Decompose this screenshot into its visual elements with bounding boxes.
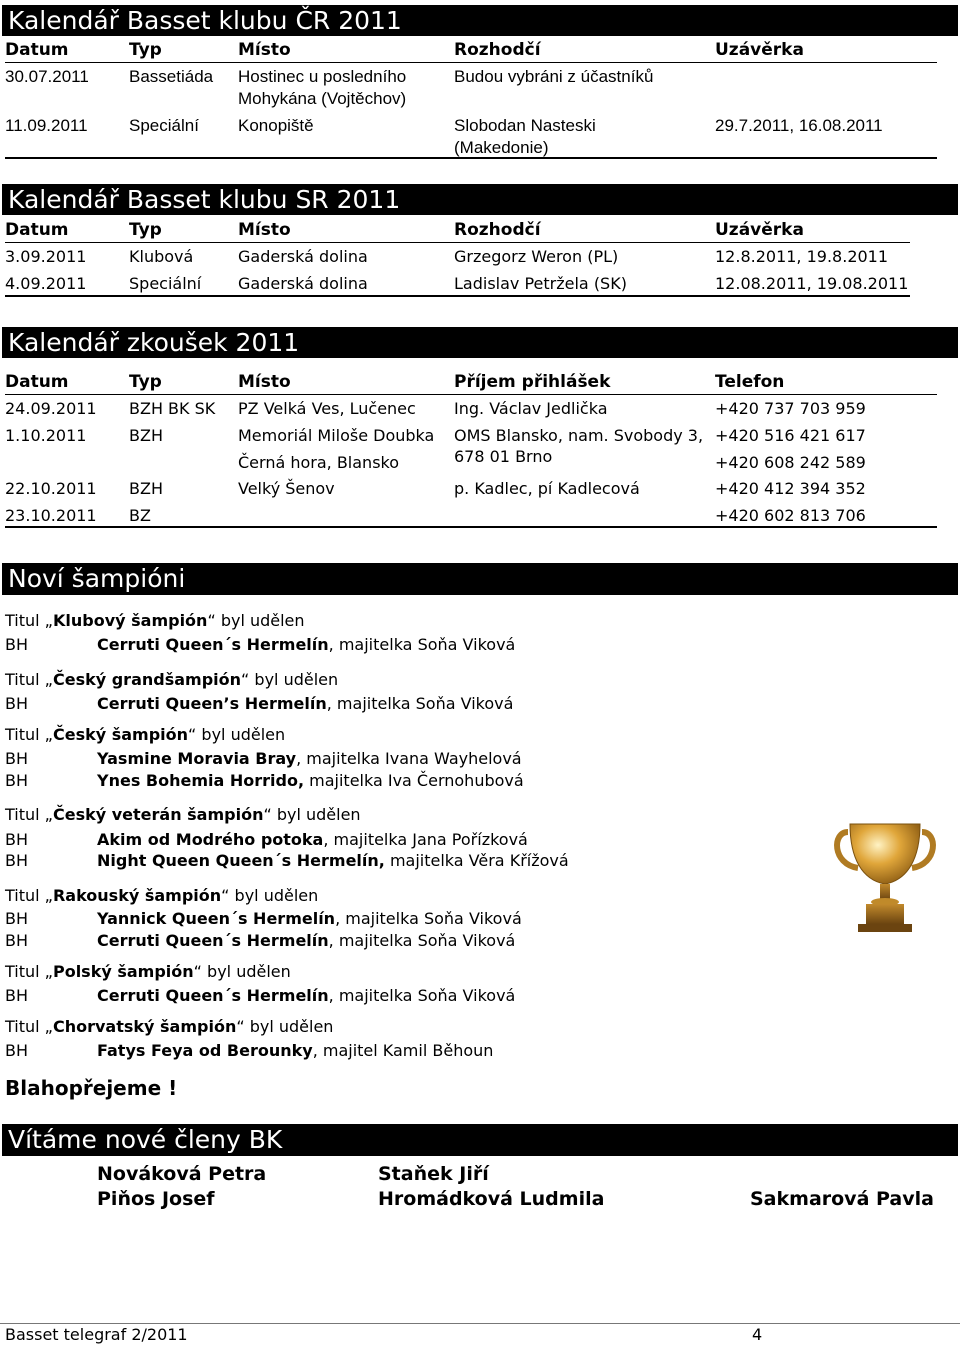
member-name: Sakmarová Pavla bbox=[750, 1188, 934, 1210]
title-name: Český šampión bbox=[52, 725, 189, 744]
breed-code: BH bbox=[5, 1041, 29, 1060]
divider bbox=[5, 157, 937, 159]
cell-type: Klubová bbox=[129, 247, 194, 266]
cell-deadline: 12.8.2011, 19.8.2011 bbox=[715, 247, 889, 266]
title-name: Český veterán šampión bbox=[52, 805, 264, 824]
cell-judge-line2: (Makedonie) bbox=[454, 138, 549, 157]
header-date: Datum bbox=[5, 220, 69, 240]
divider bbox=[5, 526, 937, 528]
owner-name: majitelka Iva Černohubová bbox=[304, 771, 524, 790]
cell-date: 3.09.2011 bbox=[5, 247, 87, 266]
cell-judge: Grzegorz Weron (PL) bbox=[454, 247, 619, 266]
cell-phone-line2: +420 608 242 589 bbox=[715, 453, 866, 472]
champion-title-line bbox=[5, 610, 305, 632]
cell-place: PZ Velká Ves, Lučenec bbox=[238, 399, 416, 418]
title-prefix: Titul „ bbox=[5, 725, 53, 744]
cell-date: 11.09.2011 bbox=[5, 116, 88, 135]
header-applications: Příjem přihlášek bbox=[454, 372, 611, 392]
exam-calendar-header bbox=[0, 370, 960, 394]
header-date: Datum bbox=[5, 40, 69, 60]
section-title-new-champions: Noví šampióni bbox=[2, 563, 958, 595]
cell-contact: p. Kadlec, pí Kadlecová bbox=[454, 479, 640, 498]
champion-entry bbox=[97, 850, 569, 872]
breed-code: BH bbox=[5, 986, 29, 1005]
title-name: Polský šampión bbox=[52, 962, 194, 981]
champion-entry bbox=[97, 829, 528, 851]
champion-entry bbox=[97, 908, 522, 930]
cell-place: Memoriál Miloše Doubka bbox=[238, 426, 435, 445]
cell-date: 4.09.2011 bbox=[5, 274, 87, 293]
title-suffix: “ byl udělen bbox=[188, 725, 286, 744]
owner-name: , majitelka Soňa Viková bbox=[326, 694, 514, 713]
dog-name: Night Queen Queen´s Hermelín, bbox=[97, 851, 385, 870]
congrats-text: Blahopřejeme ! bbox=[5, 1076, 178, 1100]
dog-name: Cerruti Queen´s Hermelín bbox=[97, 931, 329, 950]
cell-contact-line2: 678 01 Brno bbox=[454, 447, 553, 466]
title-prefix: Titul „ bbox=[5, 611, 53, 630]
cell-type: BZ bbox=[129, 506, 151, 525]
section-title-new-members: Vítáme nové členy BK bbox=[2, 1124, 958, 1156]
member-name: Staňek Jiří bbox=[378, 1163, 489, 1185]
breed-code: BH bbox=[5, 931, 29, 950]
header-type: Typ bbox=[129, 40, 162, 60]
breed-code: BH bbox=[5, 909, 29, 928]
cell-phone: +420 412 394 352 bbox=[715, 479, 866, 498]
breed-code: BH bbox=[5, 851, 29, 870]
title-suffix: “ byl udělen bbox=[221, 886, 319, 905]
header-place: Místo bbox=[238, 220, 291, 240]
owner-name: , majitelka Ivana Wayhelová bbox=[296, 749, 522, 768]
owner-name: , majitelka Soňa Viková bbox=[328, 931, 516, 950]
title-suffix: “ byl udělen bbox=[207, 611, 305, 630]
section-title-czech-calendar: Kalendář Basset klubu ČR 2011 bbox=[2, 5, 958, 36]
divider bbox=[5, 62, 937, 63]
title-suffix: “ byl udělen bbox=[263, 805, 361, 824]
dog-name: Cerruti Queen’s Hermelín bbox=[97, 694, 327, 713]
trophy-icon bbox=[830, 818, 940, 936]
breed-code: BH bbox=[5, 830, 29, 849]
cell-date: 30.07.2011 bbox=[5, 67, 89, 86]
cell-type: Speciální bbox=[129, 274, 202, 293]
header-judge: Rozhodčí bbox=[454, 40, 541, 60]
cell-phone: +420 737 703 959 bbox=[715, 399, 866, 418]
cell-type: Bassetiáda bbox=[129, 67, 214, 86]
owner-name: , majitelka Soňa Viková bbox=[328, 986, 516, 1005]
cell-type: Speciální bbox=[129, 116, 199, 135]
title-prefix: Titul „ bbox=[5, 886, 53, 905]
cell-place: Velký Šenov bbox=[238, 479, 335, 498]
dog-name: Akim od Modrého potoka bbox=[97, 830, 324, 849]
owner-name: , majitelka Soňa Viková bbox=[335, 909, 522, 928]
champion-title-line bbox=[5, 961, 291, 983]
dog-name: Yannick Queen´s Hermelín bbox=[97, 909, 336, 928]
cell-type: BZH BK SK bbox=[129, 399, 216, 418]
header-place: Místo bbox=[238, 40, 291, 60]
header-deadline: Uzávěrka bbox=[715, 40, 804, 60]
section-title-slovak-calendar: Kalendář Basset klubu SR 2011 bbox=[2, 184, 958, 215]
owner-name: , majitelka Soňa Viková bbox=[328, 635, 516, 654]
dog-name: Yasmine Moravia Bray bbox=[97, 749, 297, 768]
breed-code: BH bbox=[5, 749, 29, 768]
footer-page-number: 4 bbox=[752, 1325, 763, 1344]
cell-phone: +420 602 813 706 bbox=[715, 506, 866, 525]
cell-judge: Budou vybráni z účastníků bbox=[454, 67, 654, 86]
cell-judge: Ladislav Petržela (SK) bbox=[454, 274, 627, 293]
cell-contact: OMS Blansko, nam. Svobody 3, bbox=[454, 426, 704, 445]
cell-contact: Ing. Václav Jedlička bbox=[454, 399, 608, 418]
footer-divider bbox=[0, 1323, 960, 1324]
cell-place: Hostinec u posledního bbox=[238, 67, 407, 86]
cell-place: Gaderská dolina bbox=[238, 247, 368, 266]
cell-date: 1.10.2011 bbox=[5, 426, 87, 445]
header-type: Typ bbox=[129, 372, 162, 392]
divider bbox=[5, 394, 937, 395]
cell-date: 22.10.2011 bbox=[5, 479, 97, 498]
cell-place: Konopiště bbox=[238, 116, 314, 135]
czech-calendar-header bbox=[0, 38, 960, 62]
cell-place: Gaderská dolina bbox=[238, 274, 368, 293]
dog-name: Cerruti Queen´s Hermelín bbox=[97, 635, 329, 654]
champion-title-line bbox=[5, 1016, 333, 1038]
breed-code: BH bbox=[5, 635, 29, 654]
breed-code: BH bbox=[5, 771, 29, 790]
title-name: Český grandšampión bbox=[52, 670, 242, 689]
slovak-calendar-header bbox=[0, 218, 960, 242]
header-date: Datum bbox=[5, 372, 69, 392]
divider bbox=[5, 242, 910, 243]
cell-deadline: 29.7.2011, 16.08.2011 bbox=[715, 116, 883, 135]
divider bbox=[5, 295, 910, 297]
title-prefix: Titul „ bbox=[5, 670, 53, 689]
header-type: Typ bbox=[129, 220, 162, 240]
champion-entry bbox=[97, 748, 522, 770]
owner-name: , majitelka Jana Pořízková bbox=[323, 830, 528, 849]
title-name: Rakouský šampión bbox=[52, 886, 222, 905]
cell-place-line2: Černá hora, Blansko bbox=[238, 453, 400, 472]
title-prefix: Titul „ bbox=[5, 962, 53, 981]
champion-entry bbox=[97, 693, 513, 715]
cell-place-line2: Mohykána (Vojtěchov) bbox=[238, 89, 407, 108]
title-name: Chorvatský šampión bbox=[52, 1017, 237, 1036]
title-suffix: “ byl udělen bbox=[236, 1017, 334, 1036]
cell-deadline: 12.08.2011, 19.08.2011 bbox=[715, 274, 909, 293]
champion-entry bbox=[97, 770, 524, 792]
champion-entry bbox=[97, 930, 515, 952]
champion-entry bbox=[97, 634, 515, 656]
owner-name: majitelka Věra Křížová bbox=[384, 851, 569, 870]
member-name: Piňos Josef bbox=[97, 1188, 215, 1210]
cell-type: BZH bbox=[129, 479, 163, 498]
cell-date: 23.10.2011 bbox=[5, 506, 97, 525]
champion-title-line bbox=[5, 669, 338, 691]
champion-title-line bbox=[5, 804, 361, 826]
title-prefix: Titul „ bbox=[5, 805, 53, 824]
cell-type: BZH bbox=[129, 426, 163, 445]
breed-code: BH bbox=[5, 694, 29, 713]
title-name: Klubový šampión bbox=[52, 611, 208, 630]
champion-title-line bbox=[5, 724, 285, 746]
dog-name: Ynes Bohemia Horrido, bbox=[97, 771, 305, 790]
cell-phone: +420 516 421 617 bbox=[715, 426, 866, 445]
title-prefix: Titul „ bbox=[5, 1017, 53, 1036]
dog-name: Cerruti Queen´s Hermelín bbox=[97, 986, 329, 1005]
dog-name: Fatys Feya od Berounky bbox=[97, 1041, 313, 1060]
title-suffix: “ byl udělen bbox=[193, 962, 291, 981]
member-name: Nováková Petra bbox=[97, 1163, 267, 1185]
header-place: Místo bbox=[238, 372, 291, 392]
footer-publication: Basset telegraf 2/2011 bbox=[5, 1325, 188, 1344]
header-judge: Rozhodčí bbox=[454, 220, 541, 240]
champion-entry bbox=[97, 1040, 493, 1062]
member-name: Hromádková Ludmila bbox=[378, 1188, 605, 1210]
section-title-exam-calendar: Kalendář zkoušek 2011 bbox=[2, 327, 958, 358]
title-suffix: “ byl udělen bbox=[241, 670, 339, 689]
owner-name: , majitel Kamil Běhoun bbox=[312, 1041, 494, 1060]
champion-entry bbox=[97, 985, 515, 1007]
cell-judge: Slobodan Nasteski bbox=[454, 116, 596, 135]
champion-title-line bbox=[5, 885, 318, 907]
header-deadline: Uzávěrka bbox=[715, 220, 804, 240]
header-phone: Telefon bbox=[715, 372, 785, 392]
cell-date: 24.09.2011 bbox=[5, 399, 97, 418]
